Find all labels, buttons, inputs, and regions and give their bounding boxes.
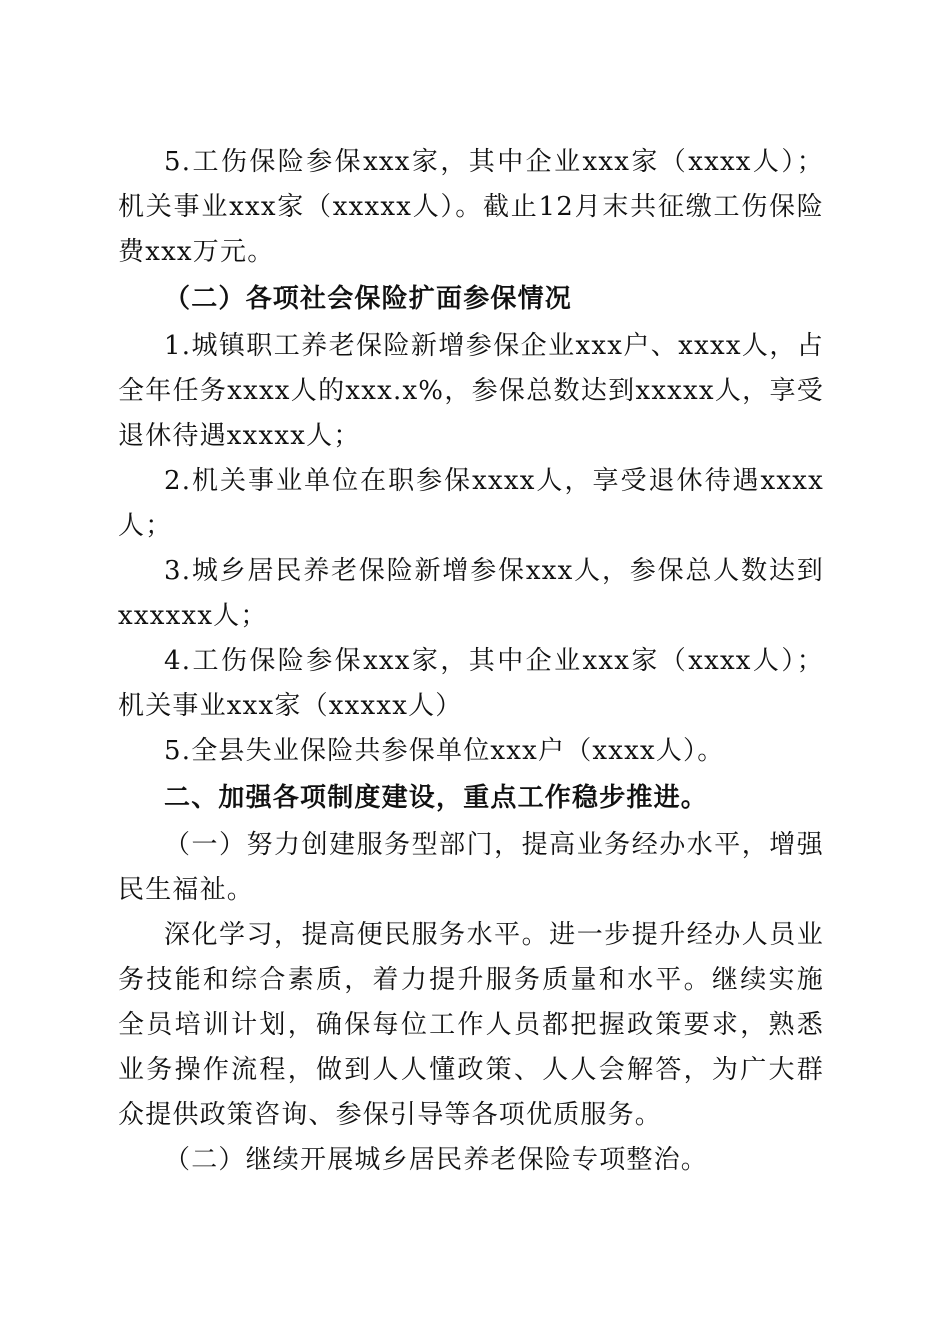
paragraph-deepen-learning: 深化学习，提高便民服务水平。进一步提升经办人员业务技能和综合素质，着力提升服务质量和水平。继续实施全员培训计划，确保每位工作人员都把握政策要求，熟悉业务操作流程，做到人人懂政策、人人会解答，为广大群众提供政策咨询、参保引导等各项优质服务。 [118,920,824,1130]
section-heading-system-building: 二、加强各项制度建设，重点工作稳步推进。 [164,783,709,813]
section-heading-insurance-expansion: （二）各项社会保险扩面参保情况 [164,284,573,314]
paragraph-institution-staff: 2.机关事业单位在职参保xxxx人，享受退休待遇xxxx人； [118,466,824,541]
subheading-service-department: （一）努力创建服务型部门，提高业务经办水平，增强民生福祉。 [118,830,824,905]
subheading-special-rectification: （二）继续开展城乡居民养老保险专项整治。 [164,1145,709,1175]
paragraph-rural-pension: 3.城乡居民养老保险新增参保xxx人，参保总人数达到xxxxxx人； [118,556,824,631]
paragraph-unemployment-insurance: 5.全县失业保险共参保单位xxx户（xxxx人）。 [164,736,725,766]
paragraph-urban-pension: 1.城镇职工养老保险新增参保企业xxx户、xxxx人，占全年任务xxxx人的xxx.x%，参保总数达到xxxxx人，享受退休待遇xxxxx人； [118,331,824,451]
paragraph-work-injury-insurance-summary: 5.工伤保险参保xxx家，其中企业xxx家（xxxx人）；机关事业xxx家（xxxxx人）。截止12月末共征缴工伤保险费xxx万元。 [118,147,824,267]
paragraph-work-injury-enrollment: 4.工伤保险参保xxx家，其中企业xxx家（xxxx人）；机关事业xxx家（xxxxx人） [118,646,824,721]
document-body [118,140,824,1183]
